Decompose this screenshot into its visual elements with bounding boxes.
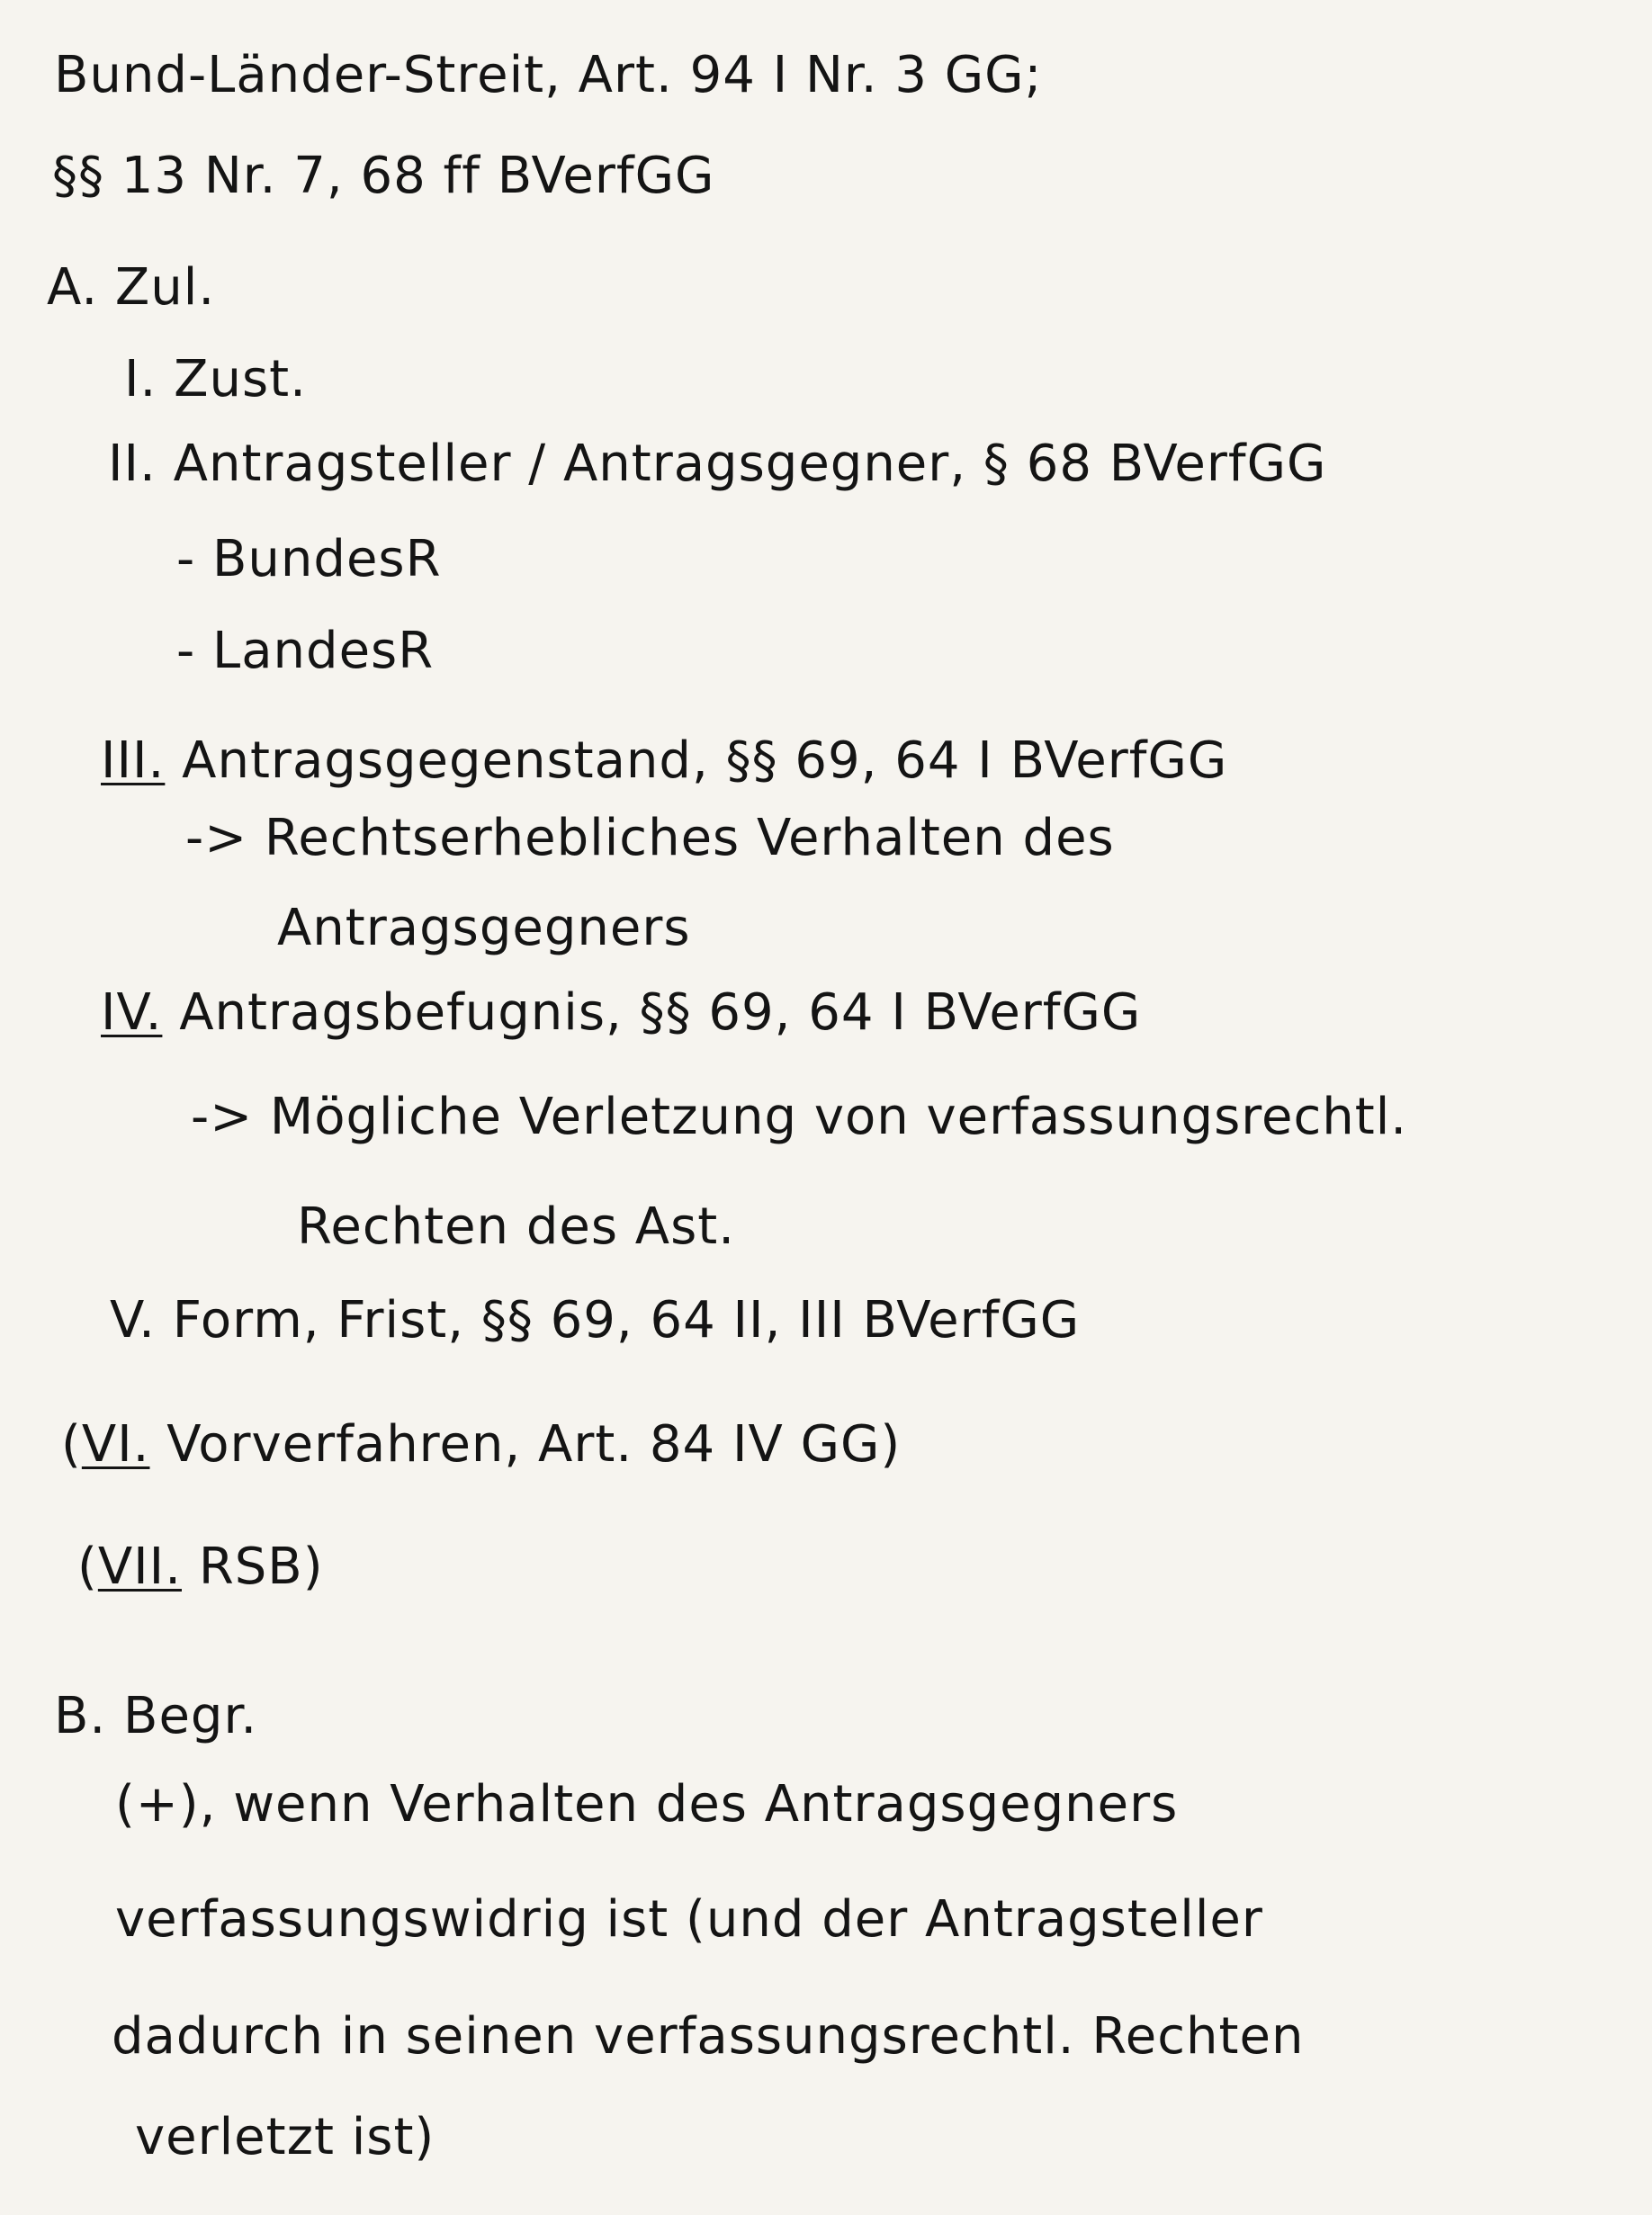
- section-b-line-4: verletzt ist): [135, 2108, 435, 2166]
- item-iii-text: Antragsgegenstand, §§ 69, 64 I BVerfGG: [182, 731, 1228, 790]
- item-vii: [77, 1538, 324, 1596]
- item-i-text: Zust.: [174, 350, 307, 408]
- item-iv-numeral: IV.: [101, 983, 163, 1042]
- item-iii-numeral: III.: [101, 731, 166, 790]
- section-b-line-2: verfassungswidrig ist (und der Antragsteller: [115, 1890, 1263, 1949]
- item-vii-numeral: VII.: [97, 1538, 182, 1596]
- item-vi: [61, 1415, 902, 1474]
- item-vi-numeral: VI.: [81, 1415, 150, 1474]
- item-v-text: Form, Frist, §§ 69, 64 II, III BVerfGG: [172, 1291, 1081, 1350]
- item-i: [124, 350, 307, 408]
- item-i-numeral: I.: [124, 350, 157, 408]
- item-iv-sub-2: Rechten des Ast.: [297, 1197, 736, 1256]
- item-vi-text: Vorverfahren, Art. 84 IV GG): [166, 1415, 902, 1474]
- heading-line-1: Bund-Länder-Streit, Art. 94 I Nr. 3 GG;: [54, 46, 1043, 104]
- item-iv: [101, 983, 1142, 1042]
- item-ii-sub-1: - BundesR: [176, 530, 442, 588]
- item-vii-text: RSB): [198, 1538, 324, 1596]
- item-iii-sub-2: Antragsgegners: [277, 899, 691, 957]
- section-b-line-1: (+), wenn Verhalten des Antragsgegners: [115, 1775, 1179, 1834]
- heading-line-2: §§ 13 Nr. 7, 68 ff BVerfGG: [52, 147, 715, 205]
- item-vii-open-paren: (: [77, 1538, 98, 1596]
- item-iii: [101, 731, 1228, 790]
- item-iii-sub-1: -> Rechtserhebliches Verhalten des: [185, 809, 1115, 867]
- section-a-title: A. Zul.: [47, 258, 216, 317]
- item-iv-text: Antragsbefugnis, §§ 69, 64 I BVerfGG: [179, 983, 1142, 1042]
- item-ii-numeral: II.: [108, 435, 157, 493]
- item-vi-open-paren: (: [61, 1415, 82, 1474]
- item-v: [110, 1291, 1081, 1350]
- item-ii: [108, 435, 1327, 493]
- item-iv-sub-1: -> Mögliche Verletzung von verfassungsrechtl.: [191, 1088, 1408, 1146]
- item-ii-sub-2: - LandesR: [176, 622, 435, 680]
- item-ii-text: Antragsteller / Antragsgegner, § 68 BVerfGG: [173, 435, 1327, 493]
- item-v-numeral: V.: [110, 1291, 156, 1350]
- section-b-title: B. Begr.: [54, 1687, 258, 1745]
- section-b-line-3: dadurch in seinen verfassungsrechtl. Rechten: [112, 2007, 1305, 2066]
